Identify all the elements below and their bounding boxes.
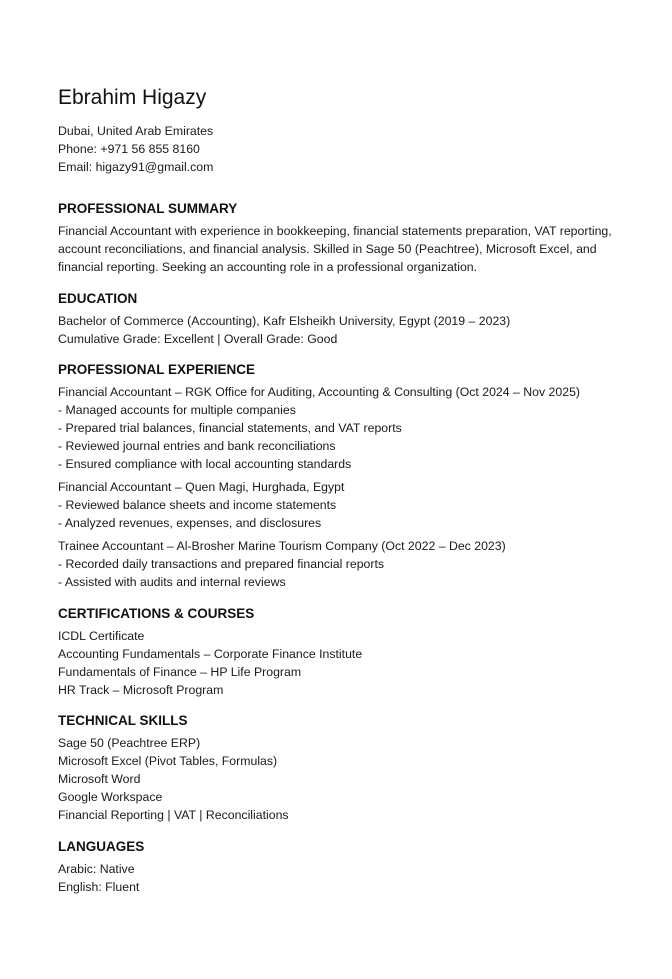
certification: HR Track – Microsoft Program [58,683,224,697]
education-line: Cumulative Grade: Excellent | Overall Grade: Good [58,332,338,346]
certifications-section [58,605,362,699]
section-heading: EDUCATION [58,291,138,306]
summary-line: Financial Accountant with experience in bookkeeping, financial statements preparation, VAT reporting, [58,224,612,238]
job-entry [58,537,580,591]
email: Email: higazy91@gmail.com [58,160,214,174]
job-bullet: - Assisted with audits and internal reviews [58,575,286,589]
skill: Sage 50 (Peachtree ERP) [58,736,201,750]
skill: Microsoft Word [58,772,141,786]
education-section [58,290,510,348]
skills-section [58,712,289,824]
job-bullet: - Managed accounts for multiple companies [58,403,296,417]
education-line: Bachelor of Commerce (Accounting), Kafr Elsheikh University, Egypt (2019 – 2023) [58,314,511,328]
section-heading: PROFESSIONAL EXPERIENCE [58,362,256,377]
candidate-name: Ebrahim Higazy [58,86,207,109]
phone: Phone: +971 56 855 8160 [58,142,200,156]
contact-info [58,122,213,176]
job-bullet: - Reviewed balance sheets and income statements [58,498,337,512]
summary-line: financial reporting. Seeking an accounting role in a professional organization. [58,260,478,274]
certification: ICDL Certificate [58,629,145,643]
summary-line: account reconciliations, and financial analysis. Skilled in Sage 50 (Peachtree), Microsoft Excel, and [58,242,597,256]
summary-section [58,200,612,276]
section-heading: PROFESSIONAL SUMMARY [58,201,238,216]
location: Dubai, United Arab Emirates [58,124,214,138]
certification: Accounting Fundamentals – Corporate Finance Institute [58,647,363,661]
language: English: Fluent [58,880,140,894]
experience-section [58,361,580,596]
certification: Fundamentals of Finance – HP Life Program [58,665,302,679]
skill: Microsoft Excel (Pivot Tables, Formulas) [58,754,278,768]
job-title: Financial Accountant – Quen Magi, Hurghada, Egypt [58,480,345,494]
job-title: Financial Accountant – RGK Office for Auditing, Accounting & Consulting (Oct 2024 – Nov 2025) [58,385,581,399]
language: Arabic: Native [58,862,135,876]
job-entry [58,383,580,473]
skill: Google Workspace [58,790,163,804]
job-bullet: - Reviewed journal entries and bank reconciliations [58,439,336,453]
section-heading: LANGUAGES [58,839,145,854]
languages-section [58,838,144,896]
job-bullet: - Ensured compliance with local accounting standards [58,457,352,471]
job-entry [58,478,580,532]
job-bullet: - Analyzed revenues, expenses, and disclosures [58,516,322,530]
job-bullet: - Prepared trial balances, financial statements, and VAT reports [58,421,402,435]
section-heading: TECHNICAL SKILLS [58,713,188,728]
section-heading: CERTIFICATIONS & COURSES [58,606,255,621]
skill: Financial Reporting | VAT | Reconciliations [58,808,289,822]
job-bullet: - Recorded daily transactions and prepared financial reports [58,557,385,571]
job-title: Trainee Accountant – Al-Brosher Marine Tourism Company (Oct 2022 – Dec 2023) [58,539,506,553]
